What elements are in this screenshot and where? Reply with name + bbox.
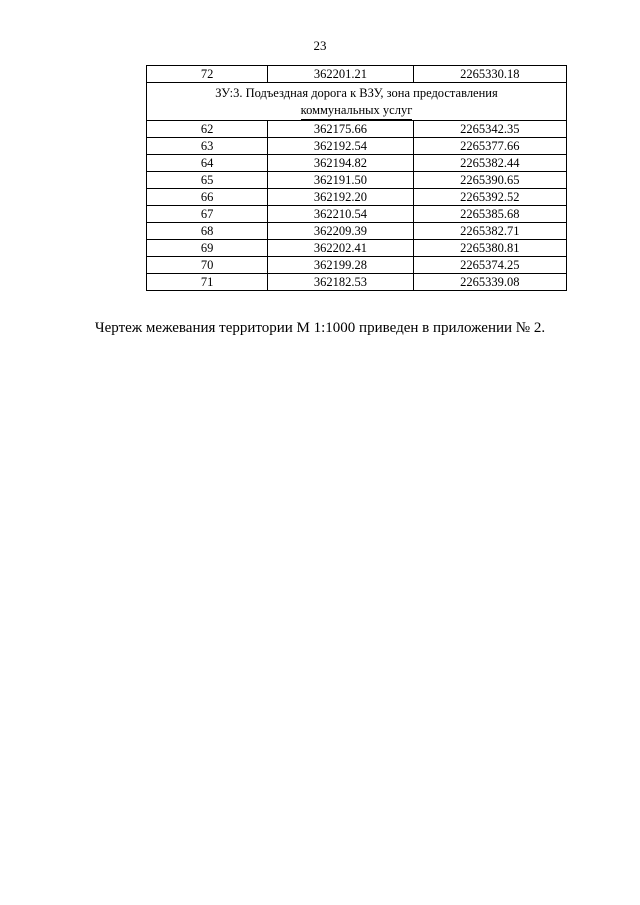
footer-note: Чертеж межевания территории М 1:1000 приведен в приложении № 2. <box>94 320 546 336</box>
point-number-cell: 72 <box>147 66 268 83</box>
point-number-cell: 63 <box>147 138 268 155</box>
section-title-line2: коммунальных услуг <box>301 102 413 120</box>
section-header-row <box>147 83 567 121</box>
x-coordinate-cell: 362209.39 <box>268 223 413 240</box>
point-number-cell: 67 <box>147 206 268 223</box>
point-number-cell: 68 <box>147 223 268 240</box>
y-coordinate-cell: 2265380.81 <box>413 240 566 257</box>
y-coordinate-cell: 2265339.08 <box>413 274 566 291</box>
point-number-cell: 71 <box>147 274 268 291</box>
table-row <box>147 138 567 155</box>
x-coordinate-cell: 362182.53 <box>268 274 413 291</box>
point-number-cell: 65 <box>147 172 268 189</box>
section-title-cell <box>147 83 567 121</box>
point-number-cell: 70 <box>147 257 268 274</box>
x-coordinate-cell: 362175.66 <box>268 121 413 138</box>
point-number-cell: 62 <box>147 121 268 138</box>
x-coordinate-cell: 362192.20 <box>268 189 413 206</box>
table-row <box>147 223 567 240</box>
point-number-cell: 66 <box>147 189 268 206</box>
y-coordinate-cell: 2265374.25 <box>413 257 566 274</box>
coordinates-table <box>146 65 567 291</box>
y-coordinate-cell: 2265342.35 <box>413 121 566 138</box>
table-row <box>147 240 567 257</box>
point-number-cell: 69 <box>147 240 268 257</box>
x-coordinate-cell: 362210.54 <box>268 206 413 223</box>
table-row <box>147 274 567 291</box>
y-coordinate-cell: 2265382.71 <box>413 223 566 240</box>
table-row <box>147 121 567 138</box>
x-coordinate-cell: 362192.54 <box>268 138 413 155</box>
x-coordinate-cell: 362202.41 <box>268 240 413 257</box>
table-row <box>147 155 567 172</box>
y-coordinate-cell: 2265390.65 <box>413 172 566 189</box>
section-title-line1: ЗУ:3. Подъездная дорога к ВЗУ, зона предоставления <box>215 85 498 100</box>
x-coordinate-cell: 362191.50 <box>268 172 413 189</box>
x-coordinate-cell: 362201.21 <box>268 66 413 83</box>
page-number: 23 <box>313 38 327 53</box>
y-coordinate-cell: 2265385.68 <box>413 206 566 223</box>
y-coordinate-cell: 2265330.18 <box>413 66 566 83</box>
x-coordinate-cell: 362194.82 <box>268 155 413 172</box>
point-number-cell: 64 <box>147 155 268 172</box>
table-row <box>147 66 567 83</box>
y-coordinate-cell: 2265382.44 <box>413 155 566 172</box>
table-row <box>147 189 567 206</box>
table-row <box>147 206 567 223</box>
table-row <box>147 257 567 274</box>
y-coordinate-cell: 2265392.52 <box>413 189 566 206</box>
table-row <box>147 172 567 189</box>
x-coordinate-cell: 362199.28 <box>268 257 413 274</box>
y-coordinate-cell: 2265377.66 <box>413 138 566 155</box>
